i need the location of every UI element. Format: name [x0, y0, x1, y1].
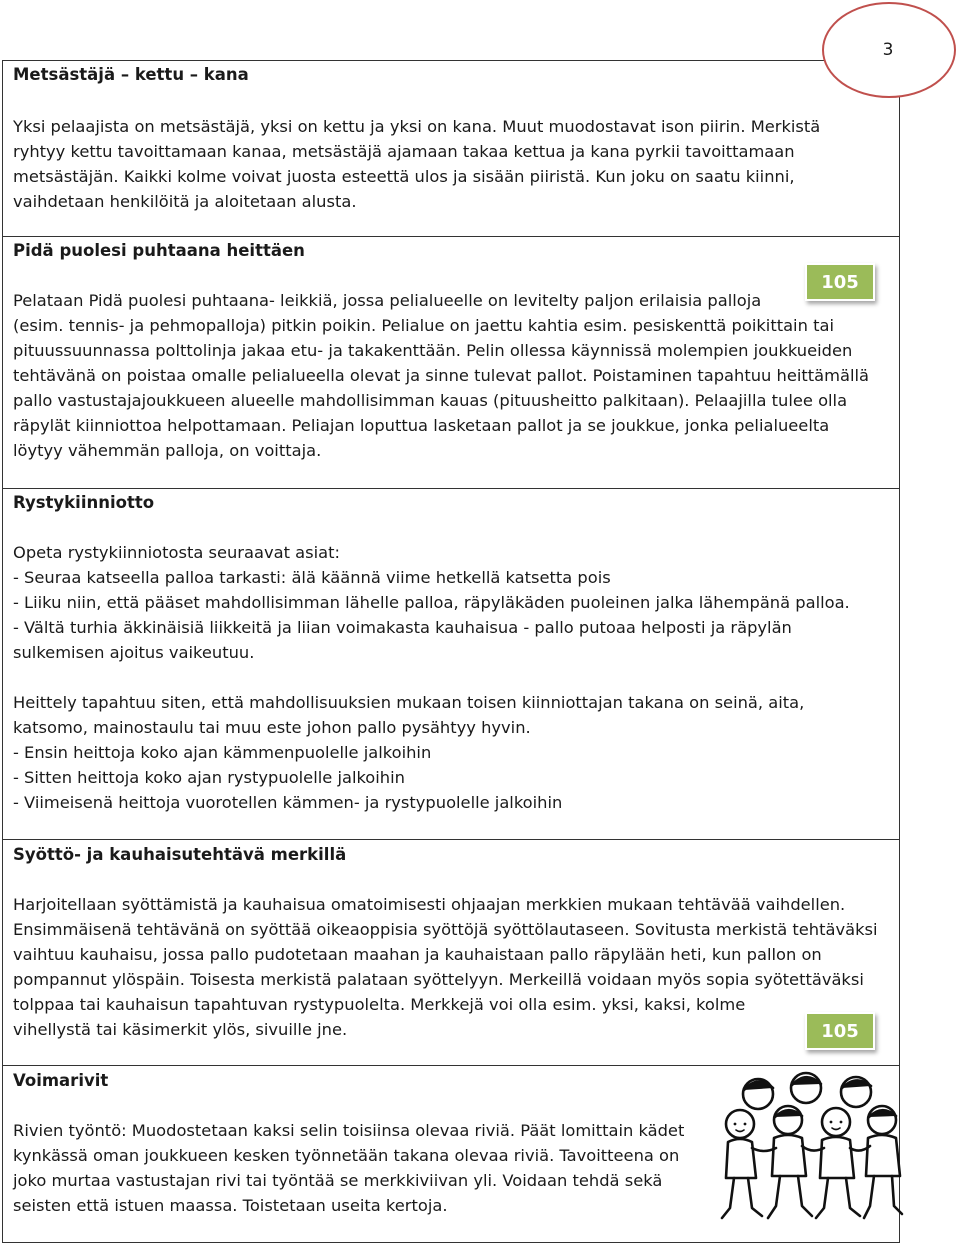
section-divider	[2, 1065, 900, 1066]
section-title-metsastaja: Metsästäjä – kettu – kana	[13, 65, 249, 84]
text-line: - Liiku niin, että pääset mahdollisimman lähelle palloa, räpyläkäden puoleinen jalka lähempänä palloa.	[13, 593, 850, 612]
section-title-syotto: Syöttö- ja kauhaisutehtävä merkillä	[13, 845, 347, 864]
paragraph-pida	[13, 288, 869, 463]
page-ref-badge: 105	[805, 1012, 875, 1050]
text-line: pituussuunnassa polttolinja jakaa etu- ja takakenttään. Pelin ollessa käynnissä molempien joukkueiden	[13, 341, 853, 360]
paragraph-rysty-drills	[13, 690, 804, 815]
text-line: vihellystä tai käsimerkit ylös, sivuille jne.	[13, 1020, 348, 1039]
text-line: pompannut ylöspäin. Toisesta merkistä palataan syöttelyyn. Merkeillä voidaan myös sopia syötettäväksi	[13, 970, 864, 989]
text-line: vaihtuu kauhaisu, jossa pallo pudotetaan maahan ja kauhaistaan pallo räpylään heti, kun pallon on	[13, 945, 822, 964]
text-line: tehtävänä on poistaa omalle pelialueella olevat ja sinne tulevat pallot. Poistaminen tapahtuu heittämällä	[13, 366, 870, 385]
text-line: Pelataan Pidä puolesi puhtaana- leikkiä, jossa pelialueelle on levitelty paljon erilaisia palloja	[13, 291, 762, 310]
text-line: löytyy vähemmän palloja, on voittaja.	[13, 441, 322, 460]
paragraph-rysty-tips	[13, 540, 850, 665]
text-line: sulkemisen ajoitus vaikeutuu.	[13, 643, 255, 662]
text-line: kynkässä oman joukkueen kesken työnnetään takana olevaa riviä. Tavoitteena on	[13, 1146, 680, 1165]
text-line: ryhtyy kettu tavoittamaan kanaa, metsästäjä ajamaan takaa kettua ja kana pyrkii tavoittamaan	[13, 142, 795, 161]
paragraph-syotto	[13, 892, 878, 1042]
text-line: Harjoitellaan syöttämistä ja kauhaisua omatoimisesti ohjaajan merkkien mukaan tehtävää vaihdellen.	[13, 895, 846, 914]
section-title-rysty: Rystykiinniotto	[13, 493, 155, 512]
text-line: joko murtaa vastustajan rivi tai työntää se merkkiviivan yli. Voidaan tehdä sekä	[13, 1171, 663, 1190]
text-line: Rivien työntö: Muodostetaan kaksi selin toisiinsa olevaa riviä. Päät lomittain kädet	[13, 1121, 685, 1140]
children-pushing-illustration	[718, 1068, 904, 1228]
page-number: 3	[882, 40, 894, 60]
text-line: - Ensin heittoja koko ajan kämmenpuolelle jalkoihin	[13, 743, 432, 762]
text-line: Heittely tapahtuu siten, että mahdollisuuksien mukaan toisen kiinniottajan takana on seinä, aita,	[13, 693, 805, 712]
text-line: seisten että istuen maassa. Toistetaan useita kertoja.	[13, 1196, 448, 1215]
section-divider	[2, 839, 900, 840]
text-line: Yksi pelaajista on metsästäjä, yksi on kettu ja yksi on kana. Muut muodostavat ison piirin. Merkistä	[13, 117, 821, 136]
text-line: pallo vastustajajoukkueen alueelle mahdollisimman kauas (pituusheitto palkitaan). Pelaajilla tulee olla	[13, 391, 848, 410]
text-line: räpylät kiinniottoa helpottamaan. Peliajan loputtua lasketaan pallot ja se joukkue, jonka pelialueelta	[13, 416, 830, 435]
section-divider	[2, 236, 900, 237]
text-line: katsomo, mainostaulu tai muu este johon pallo pysähtyy hyvin.	[13, 718, 531, 737]
page-ref-badge: 105	[805, 263, 875, 301]
text-line: - Sitten heittoja koko ajan rystypuolelle jalkoihin	[13, 768, 405, 787]
text-line: (esim. tennis- ja pehmopalloja) pitkin poikin. Pelialue on jaettu kahtia esim. pesiskenttä poikittain tai	[13, 316, 834, 335]
text-line: Ensimmäisenä tehtävänä on syöttää oikeaoppisia syöttöjä syöttölautaseen. Sovitusta merkistä tehtäväksi	[13, 920, 878, 939]
text-line: - Vältä turhia äkkinäisiä liikkeitä ja liian voimakasta kauhaisua - pallo putoaa helposti ja räpylän	[13, 618, 792, 637]
text-line: vaihdetaan henkilöitä ja aloitetaan alusta.	[13, 192, 357, 211]
section-title-pida: Pidä puolesi puhtaana heittäen	[13, 241, 305, 260]
text-line: metsästäjän. Kaikki kolme voivat juosta esteettä ulos ja sisään piiristä. Kun joku on saatu kiinni,	[13, 167, 795, 186]
text-line: - Seuraa katseella palloa tarkasti: älä käännä viime hetkellä katsetta pois	[13, 568, 611, 587]
section-divider	[2, 488, 900, 489]
paragraph-metsastaja	[13, 114, 820, 214]
text-line: - Viimeisenä heittoja vuorotellen kämmen- ja rystypuolelle jalkoihin	[13, 793, 563, 812]
paragraph-voima	[13, 1118, 684, 1218]
text-line: tolppaa tai kauhaisun tapahtuvan rystypuolelta. Merkkejä voi olla esim. yksi, kaksi, kolme	[13, 995, 746, 1014]
text-line: Opeta rystykiinniotosta seuraavat asiat:	[13, 543, 340, 562]
section-title-voima: Voimarivit	[13, 1071, 109, 1090]
